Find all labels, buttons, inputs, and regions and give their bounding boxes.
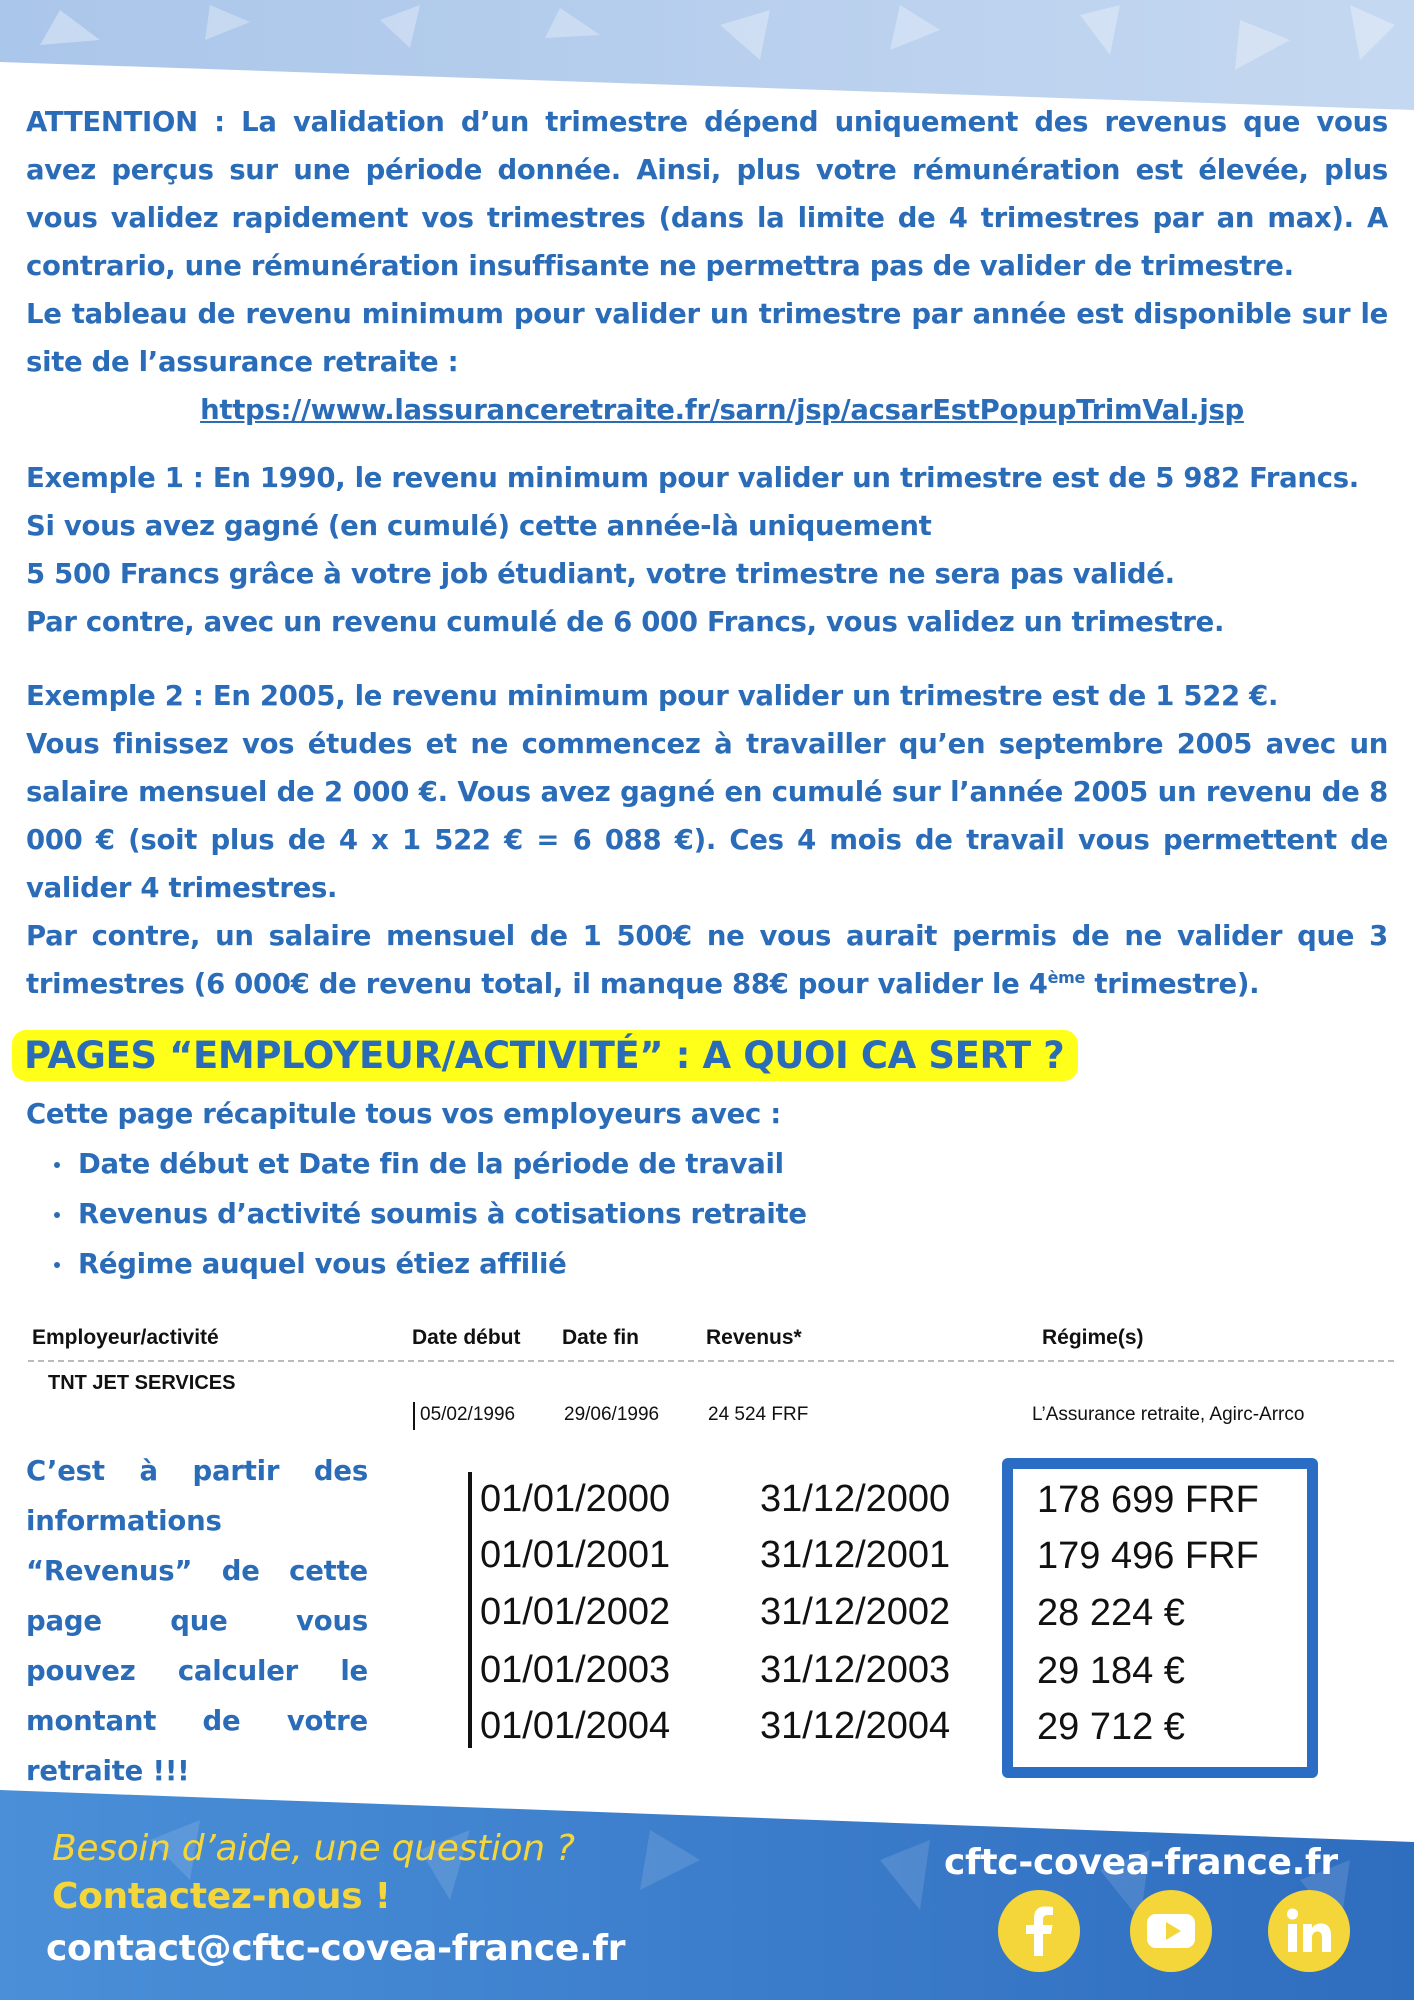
section-intro: Cette page récapitule tous vos employeurs avec : [26, 1098, 781, 1130]
divider [28, 1360, 1394, 1362]
contact-us: Contactez-nous ! [52, 1876, 391, 1917]
feature-list [26, 1139, 1388, 1289]
list-item: Date début et Date fin de la période de travail [54, 1139, 1388, 1189]
side-note: C’est à partir des informations “Revenus” de cette page que vous pouvez calculer le montant de votre retraite !!! [26, 1455, 368, 1787]
start-date: 01/01/2000 [480, 1478, 671, 1520]
start-date: 01/01/2002 [480, 1591, 671, 1633]
header-employer: Employeur/activité [32, 1326, 219, 1349]
example1-line2: Si vous avez gagné (en cumulé) cette année-là uniquement [26, 510, 932, 542]
facebook-icon[interactable] [998, 1890, 1080, 1972]
employer-table-excerpt [28, 1320, 1398, 1440]
end-date: 31/12/2003 [760, 1649, 951, 1691]
list-item: Revenus d’activité soumis à cotisations retraite [54, 1189, 1388, 1239]
cursor-bar [413, 1402, 415, 1430]
end-date: 31/12/2004 [760, 1705, 951, 1747]
youtube-icon[interactable] [1130, 1890, 1212, 1972]
attention-paragraph: ATTENTION : La validation d’un trimestre dépend uniquement des revenus que vous avez perçus sur une période donnée. Ainsi, plus votre rémunération est élevée, plus vous validez rapidement vos trimestres (dans la limite de 4 trimestres par an max). A contrario, une rémunération insuffisante ne permettra pas de valider de trimestre. [26, 106, 1388, 282]
example2-p2-text: Par contre, un salaire mensuel de 1 500€ ne vous aurait permis de ne valider que 3 trimestres (6 000€ de revenu total, il manque 88€ pour valider le 4 [26, 920, 1388, 1000]
start-date: 01/01/2001 [480, 1534, 671, 1576]
cell-date-end: 29/06/1996 [564, 1404, 660, 1425]
header-decoration [0, 0, 1414, 110]
cell-revenue: 24 524 FRF [708, 1404, 809, 1425]
start-date: 01/01/2003 [480, 1649, 671, 1691]
table-note: Le tableau de revenu minimum pour valider un trimestre par année est disponible sur le site de l’assurance retraite : [26, 298, 1388, 378]
main-content [26, 98, 1388, 1289]
cell-date-start: 05/02/1996 [420, 1404, 516, 1425]
example2-paragraph: Vous finissez vos études et ne commencez à travailler qu’en septembre 2005 avec un salaire mensuel de 2 000 €. Vous avez gagné en cumulé sur l’année 2005 un revenu de 8 000 € (soit plus de 4 x 1 522 € = 6 088 €). Ces 4 mois de travail vous permettent de valider 4 trimestres. [26, 728, 1388, 904]
example2-paragraph2 [26, 912, 1388, 1008]
header-revenue: Revenus* [706, 1326, 802, 1349]
revenue-value: 179 496 FRF [1037, 1535, 1259, 1577]
header-date-end: Date fin [562, 1326, 640, 1349]
end-date: 31/12/2001 [760, 1534, 951, 1576]
employer-name: TNT JET SERVICES [48, 1372, 236, 1394]
end-date: 31/12/2000 [760, 1478, 951, 1520]
assurance-retraite-link[interactable]: https://www.lassuranceretraite.fr/sarn/jsp/acsarEstPopupTrimVal.jsp [200, 394, 1244, 426]
linkedin-icon[interactable] [1268, 1890, 1350, 1972]
header-date-start: Date début [412, 1326, 521, 1349]
end-date: 31/12/2002 [760, 1591, 951, 1633]
section-title: PAGES “EMPLOYEUR/ACTIVITÉ” : A QUOI CA SERT ? [12, 1030, 1078, 1081]
header-regime: Régime(s) [1042, 1326, 1144, 1349]
revenue-value: 28 224 € [1037, 1592, 1185, 1634]
start-date: 01/01/2004 [480, 1705, 671, 1747]
vertical-bar [468, 1472, 472, 1748]
list-item: Régime auquel vous étiez affilié [54, 1239, 1388, 1289]
revenue-value: 29 712 € [1037, 1706, 1185, 1748]
example2-p2-end: trimestre). [1085, 968, 1260, 1000]
example2-p2-sup: ème [1047, 967, 1086, 987]
help-question: Besoin d’aide, une question ? [52, 1828, 575, 1869]
contact-email[interactable]: contact@cftc-covea-france.fr [46, 1928, 626, 1969]
example1-line4: Par contre, avec un revenu cumulé de 6 000 Francs, vous validez un trimestre. [26, 606, 1225, 638]
revenue-value: 29 184 € [1037, 1650, 1185, 1692]
cell-regime: L’Assurance retraite, Agirc-Arrco [1032, 1404, 1305, 1425]
example1-line3: 5 500 Francs grâce à votre job étudiant, votre trimestre ne sera pas validé. [26, 558, 1175, 590]
revenue-highlight-box [1002, 1458, 1318, 1778]
revenue-value: 178 699 FRF [1037, 1479, 1259, 1521]
website-link[interactable]: cftc-covea-france.fr [944, 1842, 1338, 1883]
example1-line1: Exemple 1 : En 1990, le revenu minimum pour valider un trimestre est de 5 982 Francs. [26, 462, 1359, 494]
example2-line1: Exemple 2 : En 2005, le revenu minimum pour valider un trimestre est de 1 522 €. [26, 680, 1279, 712]
